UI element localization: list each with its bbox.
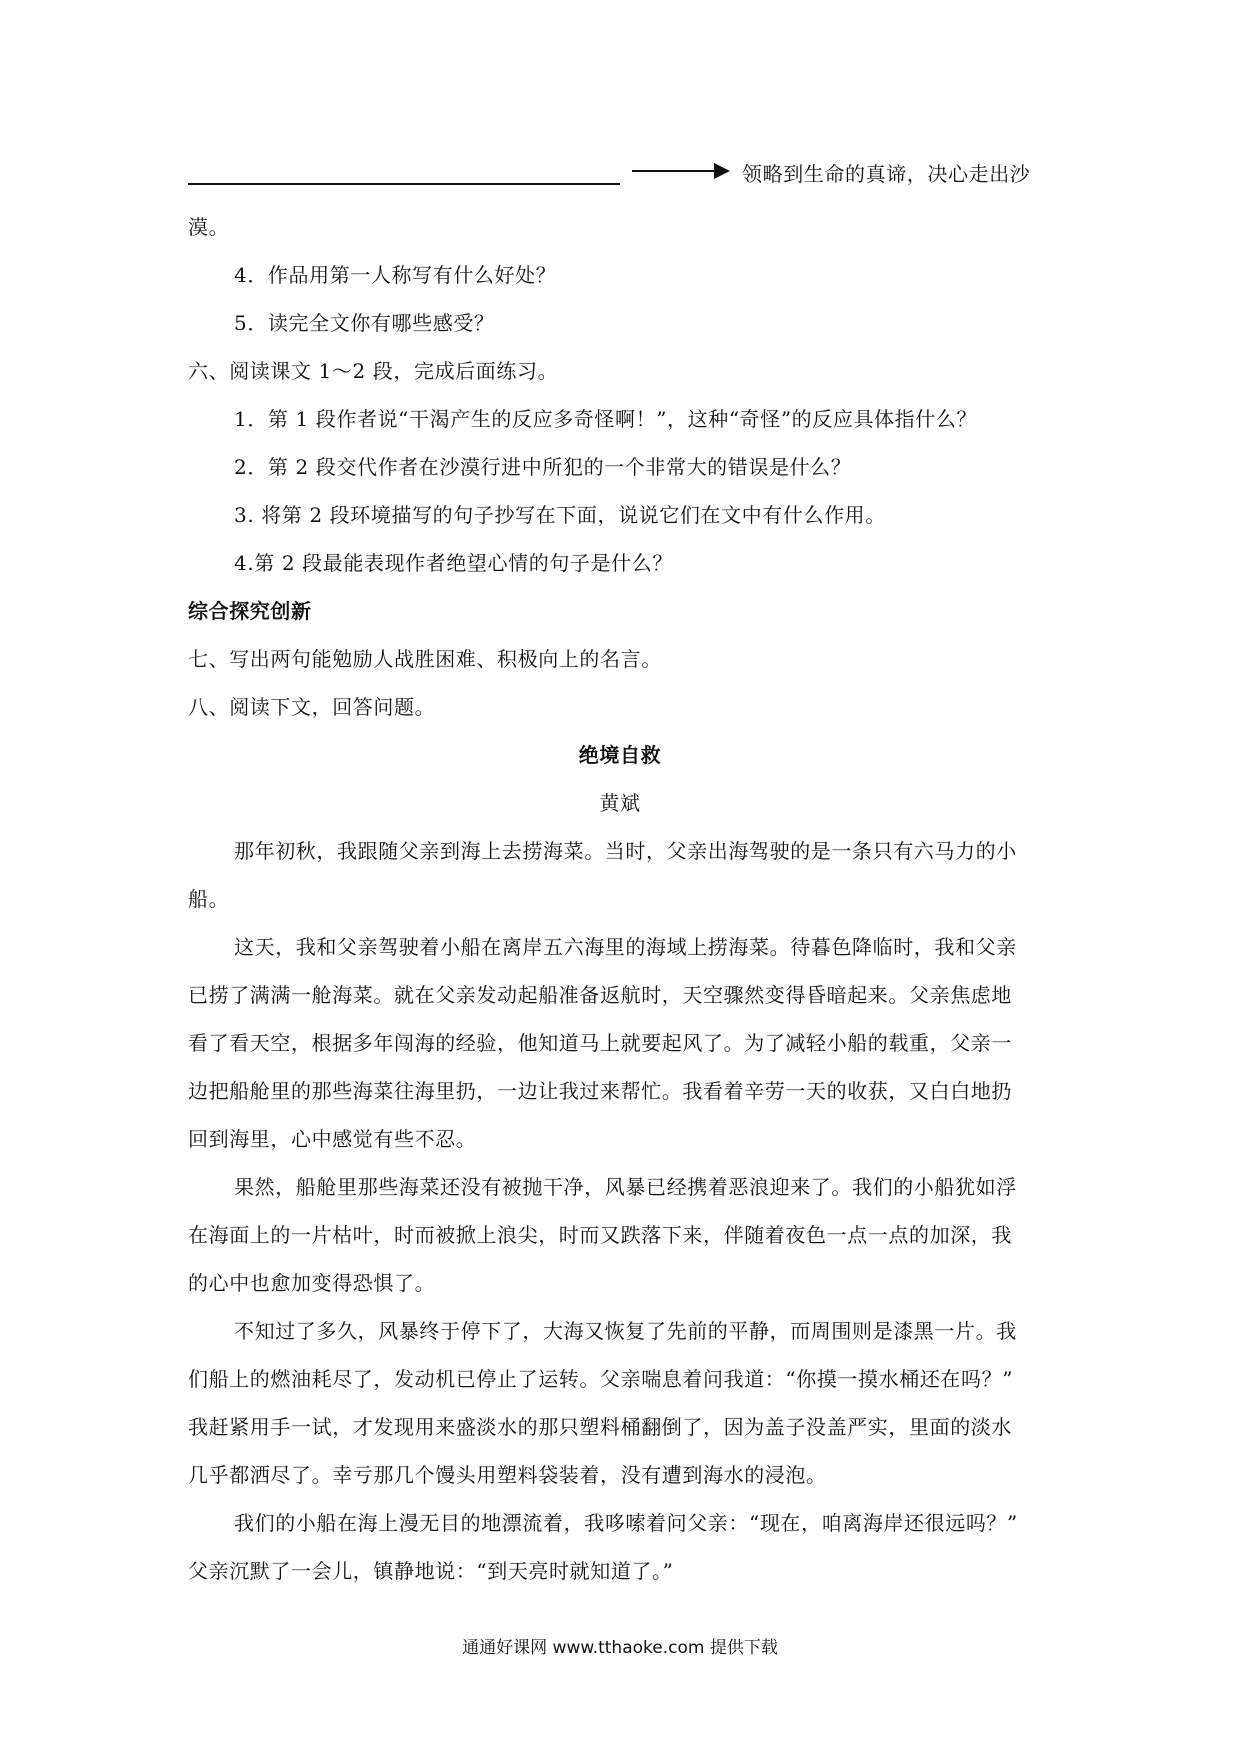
question-5: 5．读完全文你有哪些感受？ (234, 311, 495, 335)
article-line: 父亲沉默了一会儿，镇静地说：“到天亮时就知道了。” (188, 1559, 674, 1583)
article-line: 的心中也愈加变得恐惧了。 (188, 1271, 436, 1295)
article-line: 这天，我和父亲驾驶着小船在离岸五六海里的海域上捞海菜。待暮色降临时，我和父亲 (234, 935, 1017, 959)
right-arrow-icon (632, 163, 730, 179)
article-title: 绝境自救 (578, 743, 662, 767)
article-line: 在海面上的一片枯叶，时而被掀上浪尖，时而又跌落下来，伴随着夜色一点一点的加深，我 (188, 1223, 1012, 1247)
section-6-item-4: 4.第 2 段最能表现作者绝望心情的句子是什么？ (234, 551, 673, 575)
article-line: 看了看天空，根据多年闯海的经验，他知道马上就要起风了。为了减轻小船的载重，父亲一 (188, 1031, 1012, 1055)
article-line: 几乎都洒尽了。幸亏那几个馒头用塑料袋装着，没有遭到海水的浸泡。 (188, 1463, 827, 1487)
article-line: 回到海里，心中感觉有些不忍。 (188, 1127, 477, 1151)
section-6-heading: 六、阅读课文 1～2 段，完成后面练习。 (188, 359, 559, 383)
footer-credit: 通通好课网 www.tthaoke.com 提供下载 (462, 1638, 778, 1658)
article-author: 黄斌 (599, 791, 641, 815)
question-4: 4．作品用第一人称写有什么好处？ (234, 263, 557, 287)
article-line: 们船上的燃油耗尽了，发动机已停止了运转。父亲喘息着问我道：“你摸一摸水桶还在吗？” (188, 1367, 1014, 1391)
article-line: 果然，船舱里那些海菜还没有被抛干净，风暴已经携着恶浪迎来了。我们的小船犹如浮 (234, 1175, 1017, 1199)
article-line: 那年初秋，我跟随父亲到海上去捞海菜。当时，父亲出海驾驶的是一条只有六马力的小 (234, 839, 1017, 863)
answer-blank-line[interactable] (188, 183, 620, 185)
article-line: 已捞了满满一舱海菜。就在父亲发动起船准备返航时，天空骤然变得昏暗起来。父亲焦虑地 (188, 983, 1012, 1007)
article-line: 我们的小船在海上漫无目的地漂流着，我哆嗦着问父亲：“现在，咱离海岸还很远吗？” (234, 1511, 1018, 1535)
article-line: 船。 (188, 887, 230, 911)
section-7: 七、写出两句能勉励人战胜困难、积极向上的名言。 (188, 647, 662, 671)
article-line: 不知过了多久，风暴终于停下了，大海又恢复了先前的平静，而周围则是漆黑一片。我 (234, 1319, 1017, 1343)
continuation-text: 漠。 (188, 215, 230, 239)
section-6-item-2: 2．第 2 段交代作者在沙漠行进中所犯的一个非常大的错误是什么？ (234, 455, 852, 479)
article-line: 边把船舱里的那些海菜往海里扔，一边让我过来帮忙。我看着辛劳一天的收获，又白白地扔 (188, 1079, 1012, 1103)
section-6-item-3: 3. 将第 2 段环境描写的句子抄写在下面，说说它们在文中有什么作用。 (234, 503, 886, 527)
section-8: 八、阅读下文，回答问题。 (188, 695, 436, 719)
section-6-item-1: 1．第 1 段作者说“干渴产生的反应多奇怪啊！”，这种“奇怪”的反应具体指什么？ (234, 407, 978, 431)
article-line: 我赶紧用手一试，才发现用来盛淡水的那只塑料桶翻倒了，因为盖子没盖严实，里面的淡水 (188, 1415, 1012, 1439)
arrow-text: 领略到生命的真谛，决心走出沙 (742, 162, 1031, 186)
section-title: 综合探究创新 (188, 599, 312, 623)
